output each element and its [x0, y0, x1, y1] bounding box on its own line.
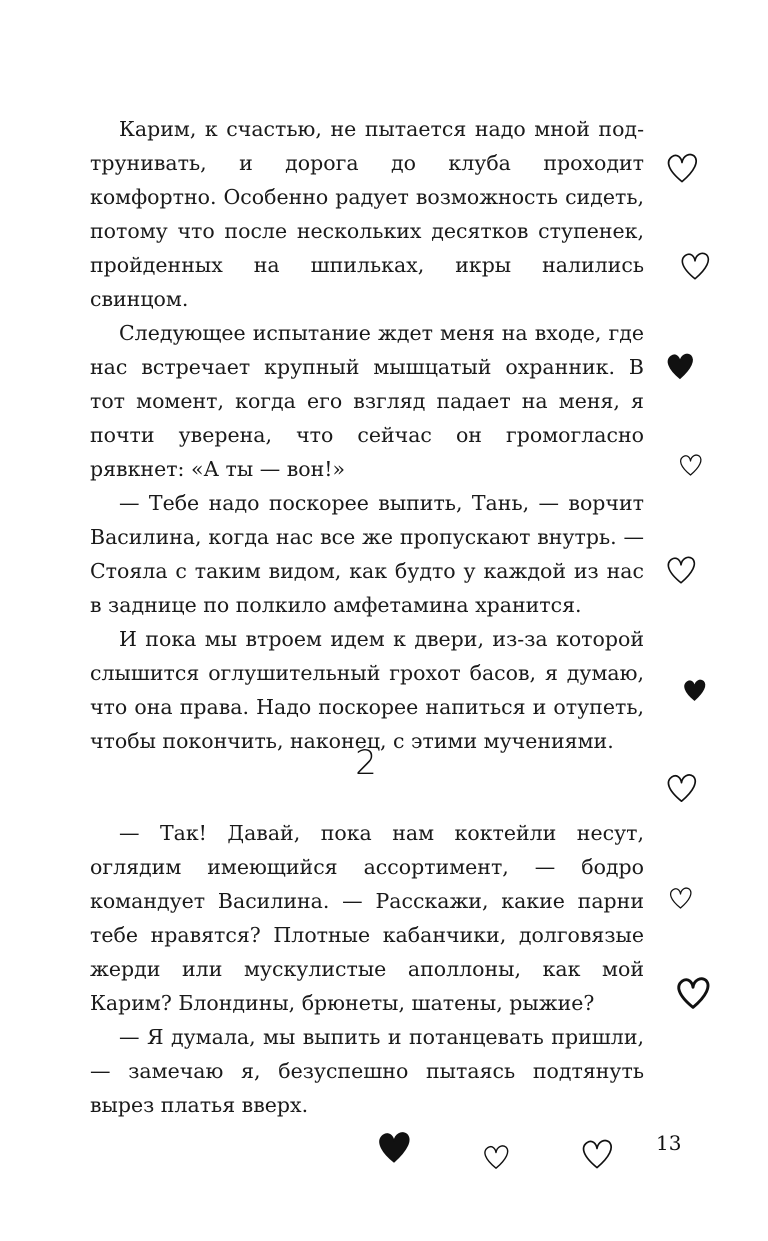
heart-outline-icon — [482, 1142, 510, 1172]
text-block-bottom — [90, 816, 644, 1122]
heart-outline-icon — [675, 972, 711, 1014]
heart-outline-icon — [580, 1130, 614, 1178]
paragraph: И пока мы втроем идем к двери, из-за которой слышится оглушительный грохот басов, я думаю, что она права. Надо поскорее напиться и отупеть, чтобы покончить, наконец, с этими мучениями. — [90, 627, 644, 753]
heart-outline-icon — [668, 884, 693, 912]
paragraph: — Так! Давай, пока нам коктейли несут, оглядим имеющийся ассортимент, — бодро командует Василина. — Расскажи, какие парни тебе нравятся? Плотные кабанчики, долговязые жерди или мускулистые аполлоны, как мой Карим? Блондины, брюнеты, шатены, рыжие? — [90, 821, 644, 1015]
heart-outline-icon — [665, 767, 698, 809]
page-number: 13 — [656, 1131, 682, 1155]
heart-filled-icon — [682, 675, 707, 705]
chapter-number: 2 — [355, 743, 377, 783]
paragraph: — Тебе надо поскорее выпить, Тань, — ворчит Василина, когда нас все же пропускают внутрь. — Стояла с таким видом, как будто у каждой из нас в заднице по полкило амфетамина хранится. — [90, 491, 644, 617]
paragraph: — Я думала, мы выпить и потанцевать пришли, — замечаю я, безуспешно пытаясь подтянуть вырез платья вверх. — [90, 1025, 644, 1117]
heart-outline-icon — [665, 148, 699, 188]
heart-outline-icon — [665, 549, 697, 591]
heart-filled-icon — [665, 346, 695, 386]
heart-filled-icon — [376, 1126, 412, 1168]
heart-outline-icon — [678, 452, 703, 478]
paragraph: Карим, к счастью, не пытается надо мной подтрунивать, и дорога до клуба проходит комфортно. Особенно радует возможность сидеть, потому что после нескольких десятков ступенек, пройденных на шпильках, икры налились свинцом. — [90, 117, 644, 311]
heart-outline-icon — [679, 249, 711, 283]
paragraph: Следующее испытание ждет меня на входе, где нас встречает крупный мышцатый охранник. В тот момент, когда его взгляд падает на меня, я почти уверена, что сейчас он громогласно рявкнет: «А ты — вон!» — [90, 321, 644, 481]
text-block-top — [90, 112, 644, 758]
